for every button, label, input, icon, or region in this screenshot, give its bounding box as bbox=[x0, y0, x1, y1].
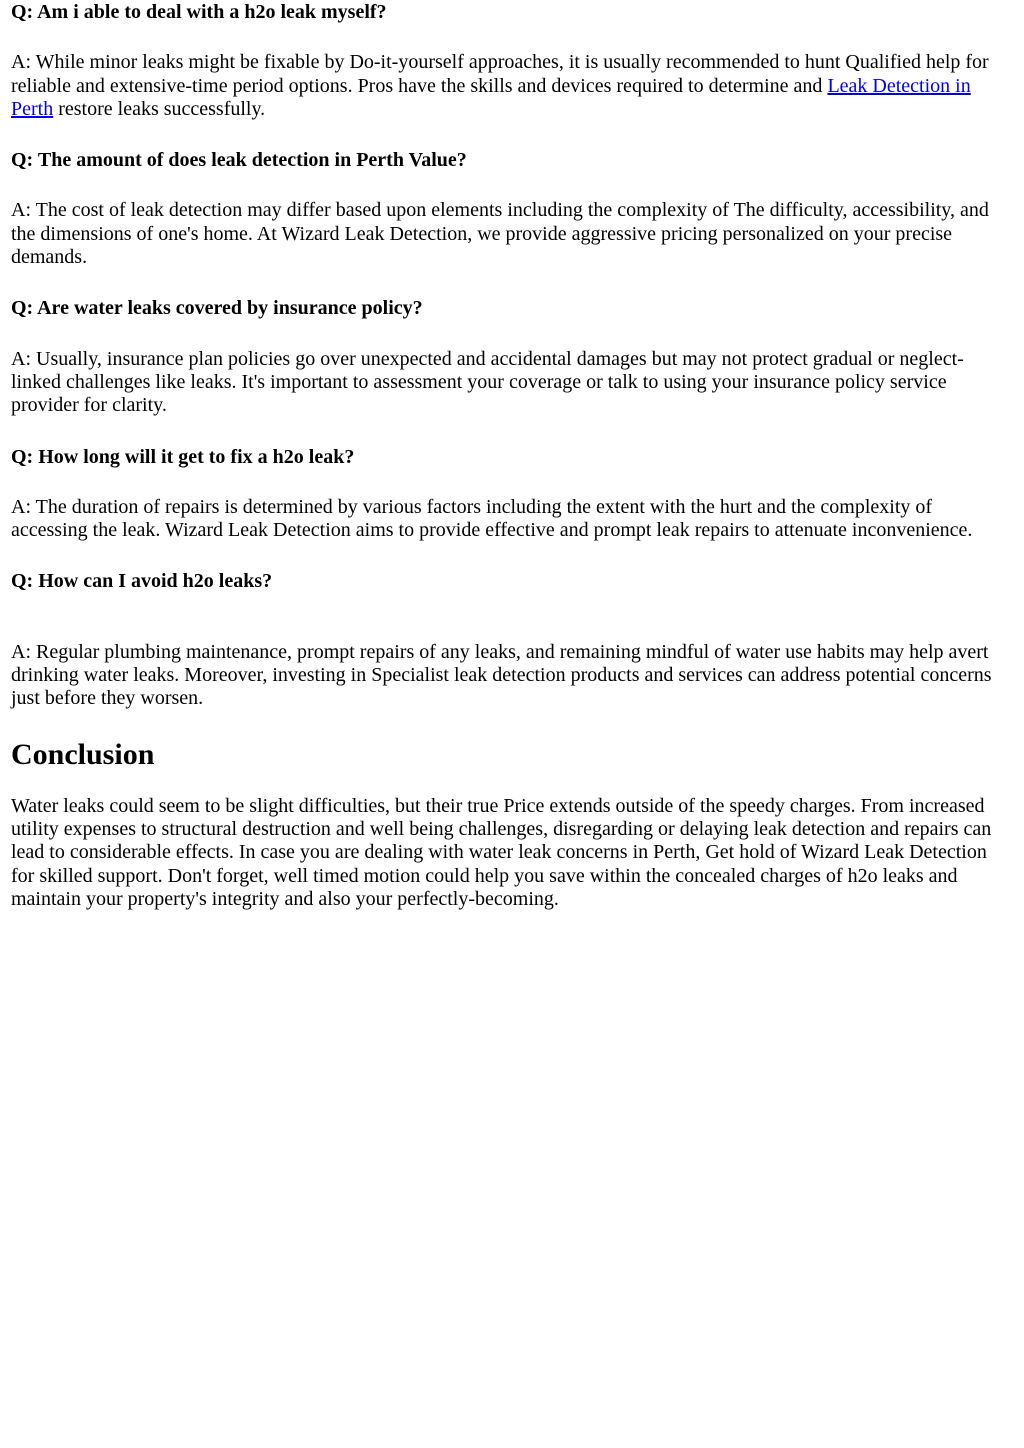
faq-question-diy-fix: Q: Am i able to deal with a h2o leak myself? bbox=[11, 1, 387, 23]
conclusion-heading: Conclusion bbox=[11, 737, 155, 771]
faq-answer-insurance: A: Usually, insurance plan policies go over unexpected and accidental damages but may not protect gradual or neglect-linked challenges like leaks. It's important to assessment your coverage or talk to using your insurance policy service provider for clarity. bbox=[11, 347, 964, 417]
faq-answer-diy-fix bbox=[11, 51, 1013, 121]
faq-question-repair-duration: Q: How long will it get to fix a h2o leak? bbox=[11, 445, 355, 468]
faq-answer-diy-fix-text-before: A: While minor leaks might be fixable by Do-it-yourself approaches, it is usually recommended to hunt Qualified help for reliable and extensive-time period options. Pros have the skills and devices required to determine and bbox=[11, 51, 989, 97]
faq-question-insurance: Q: Are water leaks covered by insurance policy? bbox=[11, 297, 423, 320]
faq-answer-prevention: A: Regular plumbing maintenance, prompt repairs of any leaks, and remaining mindful of water use habits may help avert drinking water leaks. Moreover, investing in Specialist leak detection products and services can address potential concerns just before they worsen. bbox=[11, 640, 992, 710]
faq-question-cost: Q: The amount of does leak detection in Perth Value? bbox=[11, 149, 467, 172]
faq-answer-repair-duration: A: The duration of repairs is determined by various factors including the extent with the hurt and the complexity of accessing the leak. Wizard Leak Detection aims to provide effective and prompt leak repairs to attenuate inconvenience. bbox=[11, 495, 973, 542]
conclusion-body: Water leaks could seem to be slight difficulties, but their true Price extends outside of the speedy charges. From increased utility expenses to structural destruction and well being challenges, disregarding or delaying leak detection and repairs can lead to considerable effects. In case you are dealing with water leak concerns in Perth, Get hold of Wizard Leak Detection for skilled support. Don't forget, well timed motion could help you save within the concealed charges of h2o leaks and maintain your property's integrity and also your perfectly-becoming. bbox=[11, 794, 992, 910]
faq-answer-cost: A: The cost of leak detection may differ based upon elements including the complexity of The difficulty, accessibility, and the dimensions of one's home. At Wizard Leak Detection, we provide aggressive pricing personalized on your precise demands. bbox=[11, 199, 989, 269]
faq-question-prevention: Q: How can I avoid h2o leaks? bbox=[11, 570, 273, 593]
leak-detection-perth-link[interactable]: Leak Detection in Perth bbox=[11, 74, 971, 120]
faq-answer-diy-fix-text-after: restore leaks successfully. bbox=[53, 97, 266, 120]
